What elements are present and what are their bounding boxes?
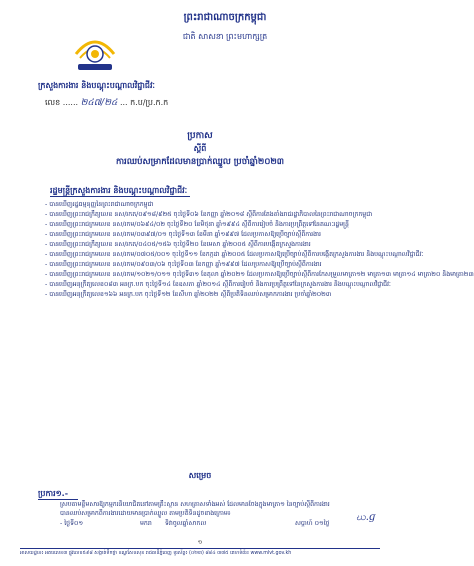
legal-reference: - បានឃើញអនុក្រឹត្យលេខ០៨៣ អនក្រ.បក ចុះថ្ងៃទី១៤ ខែឧសភា ឆ្នាំ២០១៤ ស្តីពីការរៀបចំ និងការប្រព្រឹត្តទៅនៃក្រសួងការងារ និងបណ្តុះបណ្តាលវិជ្ជាជីវៈ [45,281,391,288]
legal-reference: - បានឃើញអនុក្រឹត្យលេខ១៦៦ អនក្រ.បក ចុះថ្ងៃទី១២ ខែសីហា ឆ្នាំ២០២២ ស្តីពីប្រតិទិនឈប់សម្រាកការងារ ប្រចាំឆ្នាំ២០២៣ [45,291,332,298]
decision-heading: សម្រេច [188,471,212,480]
legal-reference: - បានឃើញព្រះរាជក្រមលេខ នស/រកម/១០២១/០១១ ចុះថ្ងៃទី៣១ ខែតុលា ឆ្នាំ២០២១ ដែលប្រកាសឱ្យប្រើច្បាប់ស្តីពីការកែសម្រួលមាត្រា១២ មាត្រា១៣ មាត្រា១៤ មាត្រា២០ និងមាត្រា២៣ [45,271,474,278]
document-number: លេខ ...... ២៤៧/២៤ ... ក.ប/ប្រ.ក.ក [45,98,169,108]
kingdom-header [150,10,300,43]
ministry-name: ក្រសួងការងារ និងបណ្តុះបណ្តាលវិជ្ជាជីវៈ [38,81,155,90]
footer-address: អាសយដ្ឋាន៖ អគារលេខ៣ ផ្លូវលេខ៥៩៨ សង្កាត់ទឹកថ្លា ខណ្ឌសែនសុខ រាជធានីភ្នំពេញ ទូរស័ព្ទ៖ (០២៣) ៨៨៤ ៣៧៥ គេហទំព័រ៖ www.mlvt.gov.kh [20,551,292,556]
document-about: ស្តីពី [193,144,207,153]
legal-reference: - បានឃើញព្រះរាជក្រឹត្យលេខ នស/រកត/០៩១៨/៩២៥ ចុះថ្ងៃទី០៦ ខែកញ្ញា ឆ្នាំ២០១៨ ស្តីពីការតែងតាំងរាជរដ្ឋាភិបាលនៃព្រះរាជាណាចក្រកម្ពុជា [45,211,373,218]
holiday-name: ទិវាចូលឆ្នាំសាកល [165,520,207,527]
legal-reference: - បានឃើញព្រះរាជក្រមលេខ នស/រកម/០៦៩៤/០២ ចុះថ្ងៃទី២០ ខែមិថុនា ឆ្នាំ១៩៩៤ ស្តីពីការរៀបចំ និងការប្រព្រឹត្តទៅនៃគណៈរដ្ឋមន្ត្រី [45,221,349,228]
document-kind: ប្រកាស [187,131,213,141]
footer-divider [20,548,380,549]
minister-title: រដ្ឋមន្ត្រីក្រសួងការងារ និងបណ្តុះបណ្តាលវិជ្ជាជីវៈ [50,186,188,195]
number-suffix: ក.ប/ប្រ.ក.ក [130,98,169,107]
legal-references [45,200,474,300]
ministry-logo-icon [72,34,118,74]
article-title: ប្រការ១.- [38,489,69,498]
legal-reference: - បានឃើញព្រះរាជក្រមលេខ នស/រកម/០៩០៣/០៦ ចុះថ្ងៃទី០៣ ខែកញ្ញា ឆ្នាំ១៩៩៧ ដែលប្រកាសឱ្យប្រើច្បាប់ស្តីពីការងារ [45,261,322,268]
holiday-day: - ថ្ងៃទី០១ [60,520,84,527]
holiday-month: មករា [140,520,152,527]
legal-reference: - បានឃើញព្រះរាជក្រមលេខ នស/រកម/០៧០៥/០០១ ចុះថ្ងៃទី១១ ខែកក្កដា ឆ្នាំ២០០៥ ដែលប្រកាសឱ្យប្រើច្បាប់ស្តីពីការបង្កើតក្រសួងការងារ និងបណ្តុះបណ្តាលវិជ្ជាជីវៈ [45,251,424,258]
article-body: ស្របតាមខ្លឹមសារឱ្យកម្មករនិយោជិតនៅតាមគ្រឹះស្ថាន សហគ្រាសទាំងអស់ ដែលមានចែងក្នុងមាត្រា១ នៃច្បាប់ស្តីពីការងារ បានឈប់សម្រាកពីការងារដោយមានប្រាក់ឈ្នួល តាមប្រតិទិនដូចខាងក្រោម៖ [60,501,330,517]
number-value: ២៤៧/២៤ [80,98,118,108]
legal-reference: - បានឃើញរដ្ឋធម្មនុញ្ញនៃព្រះរាជាណាចក្រកម្ពុជា [45,201,154,208]
number-label: លេខ [45,98,61,107]
minister-underline [50,196,190,197]
legal-reference: - បានឃើញព្រះរាជក្រមលេខ នស/រកម/០៣៩៧/០១ ចុះថ្ងៃទី១៣ ខែមីនា ឆ្នាំ១៩៩៧ ដែលប្រកាសឱ្យប្រើច្បាប់ស្តីពីការងារ [45,231,322,238]
handwritten-initials: ဃ.ɡ [356,512,376,523]
legal-reference: - បានឃើញព្រះរាជក្រឹត្យលេខ នស/រកត/០៤០៥/១៥៦ ចុះថ្ងៃទី២០ ខែមេសា ឆ្នាំ២០០៥ ស្តីពីការបង្កើតក្រសួងការងារ [45,241,311,248]
page-number: ១ [197,539,203,546]
national-motto: ជាតិ សាសនា ព្រះមហាក្សត្រ [182,32,268,41]
kingdom-name: ព្រះរាជាណាចក្រកម្ពុជា [183,12,267,23]
holiday-weekday: សប្តាហ៍ ០១ថ្ងៃ [295,520,330,527]
document-subject: ការឈប់សម្រាកដែលមានប្រាក់ឈ្នួល ប្រចាំឆ្នាំ២០២៣ [115,157,285,167]
